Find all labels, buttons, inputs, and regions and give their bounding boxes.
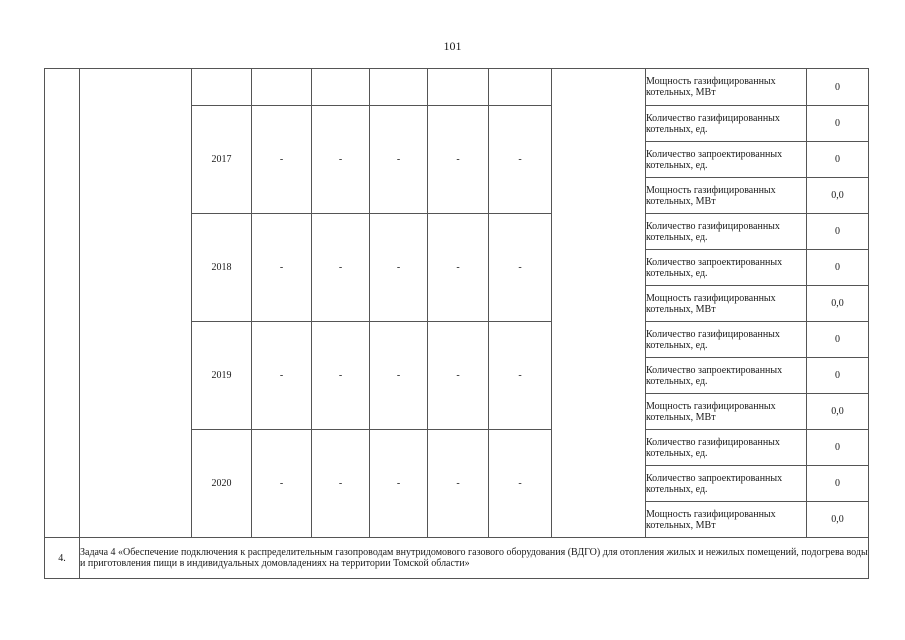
year-cell: 2017 xyxy=(192,106,252,214)
dash-cell: - xyxy=(312,106,370,214)
indicator-name: Мощность газифицированных котельных, МВт xyxy=(646,502,807,538)
table-row xyxy=(45,69,869,106)
dash-cell: - xyxy=(428,430,489,538)
indicator-name: Количество газифицированных котельных, ед. xyxy=(646,322,807,358)
dash-cell: - xyxy=(370,430,428,538)
indicator-value: 0 xyxy=(807,430,869,466)
indicator-value: 0 xyxy=(807,69,869,106)
indicator-value: 0 xyxy=(807,466,869,502)
dash-cell: - xyxy=(489,106,552,214)
indicator-value: 0 xyxy=(807,322,869,358)
number-cell xyxy=(45,69,80,538)
indicator-value: 0,0 xyxy=(807,502,869,538)
indicator-name: Мощность газифицированных котельных, МВт xyxy=(646,69,807,106)
dash-cell: - xyxy=(370,214,428,322)
indicator-name: Количество запроектированных котельных, ед. xyxy=(646,466,807,502)
year-cell: 2018 xyxy=(192,214,252,322)
dash-cell: - xyxy=(489,430,552,538)
dash-cell: - xyxy=(370,322,428,430)
year-cell: 2019 xyxy=(192,322,252,430)
indicator-name: Количество запроектированных котельных, ед. xyxy=(646,142,807,178)
dash-cell: - xyxy=(252,106,312,214)
indicator-value: 0 xyxy=(807,142,869,178)
dash-cell: - xyxy=(489,214,552,322)
year-cell: 2020 xyxy=(192,430,252,538)
indicator-name: Мощность газифицированных котельных, МВт xyxy=(646,178,807,214)
indicator-value: 0 xyxy=(807,214,869,250)
indicator-value: 0,0 xyxy=(807,286,869,322)
executor-cell xyxy=(552,69,646,538)
dash-cell: - xyxy=(312,214,370,322)
event-name-cell xyxy=(80,69,192,538)
indicator-name: Мощность газифицированных котельных, МВт xyxy=(646,394,807,430)
task-row xyxy=(45,538,869,579)
indicator-name: Количество газифицированных котельных, ед. xyxy=(646,106,807,142)
dash-cell: - xyxy=(252,322,312,430)
indicator-value: 0 xyxy=(807,106,869,142)
indicator-value: 0,0 xyxy=(807,178,869,214)
program-table xyxy=(44,68,869,579)
dash-cell: - xyxy=(312,430,370,538)
dash-cell: - xyxy=(312,322,370,430)
dash-cell: - xyxy=(428,214,489,322)
task-number: 4. xyxy=(45,538,80,579)
indicator-name: Количество газифицированных котельных, ед. xyxy=(646,430,807,466)
task-text: Задача 4 «Обеспечение подключения к распределительным газопроводам внутридомового газового оборудования (ВДГО) для отопления жилых и нежилых помещений, подогрева воды и приготовления пищи в индивидуальных домовладениях на территории Томской области» xyxy=(80,538,869,579)
dash-cell: - xyxy=(370,106,428,214)
indicator-value: 0 xyxy=(807,250,869,286)
year-cell xyxy=(192,69,252,106)
dash-cell: - xyxy=(428,322,489,430)
dash-cell: - xyxy=(428,106,489,214)
dash-cell: - xyxy=(252,430,312,538)
dash-cell: - xyxy=(489,322,552,430)
indicator-name: Мощность газифицированных котельных, МВт xyxy=(646,286,807,322)
indicator-name: Количество газифицированных котельных, ед. xyxy=(646,214,807,250)
indicator-value: 0 xyxy=(807,358,869,394)
dash-cell: - xyxy=(252,214,312,322)
page-number: 101 xyxy=(443,39,462,53)
indicator-name: Количество запроектированных котельных, ед. xyxy=(646,358,807,394)
indicator-name: Количество запроектированных котельных, ед. xyxy=(646,250,807,286)
indicator-value: 0,0 xyxy=(807,394,869,430)
